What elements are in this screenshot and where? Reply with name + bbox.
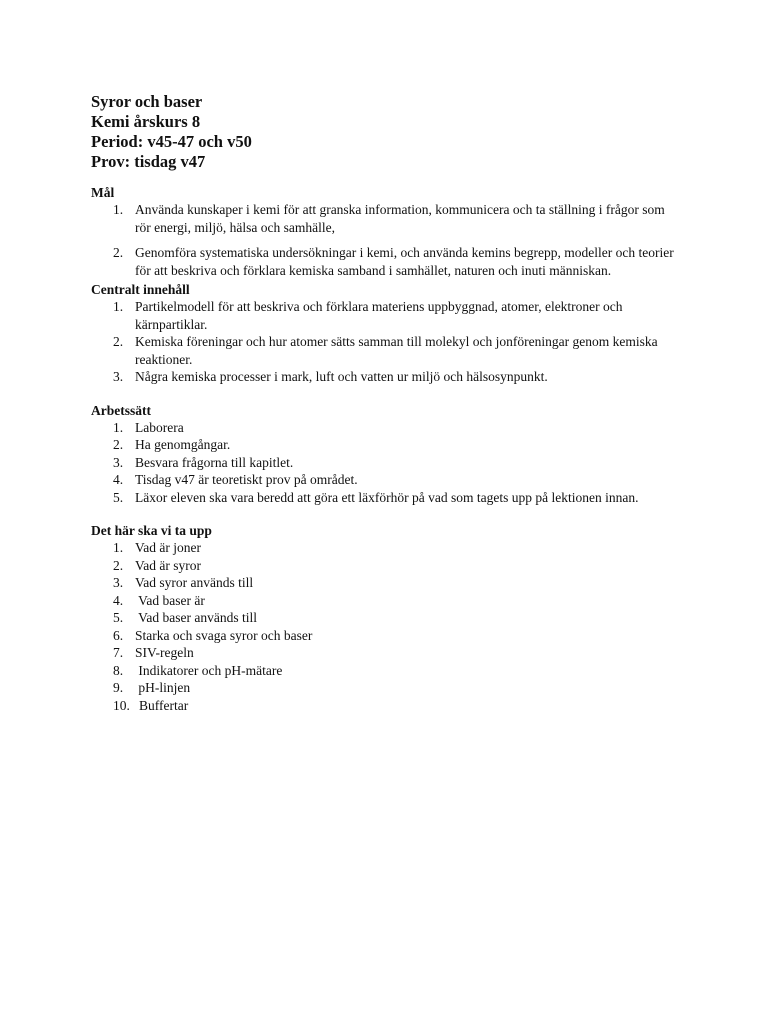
list-item — [91, 436, 681, 454]
list-item — [91, 662, 681, 680]
list-number: 2. — [113, 245, 124, 260]
list-item — [91, 333, 681, 368]
list-item — [91, 679, 681, 697]
list-number: 3. — [113, 454, 124, 470]
list-text: Starka och svaga syror och baser — [135, 627, 313, 643]
list-item — [91, 471, 681, 489]
document-page — [91, 92, 681, 714]
list-number: 3. — [113, 575, 124, 590]
document-title — [91, 92, 681, 172]
list-number: 4. — [113, 472, 124, 487]
list-text: Kemiska föreningar och hur atomer sätts samman till molekyl och jonföreningar genom kemiska reaktioner. — [135, 334, 658, 367]
section-heading-det-har: Det här ska vi ta upp — [91, 523, 212, 538]
list-item — [91, 201, 681, 236]
list-text: Läxor eleven ska vara beredd att göra ett läxförhör på vad som tagets upp på lektionen innan. — [135, 489, 639, 505]
list-item — [91, 368, 681, 386]
list-text: Partikelmodell för att beskriva och förklara materiens uppbyggnad, atomer, elektroner och kärnpartiklar. — [135, 299, 623, 332]
list-text: Laborera — [135, 419, 184, 435]
list-text: Buffertar — [139, 697, 189, 713]
list-text: Vad syror används till — [135, 575, 254, 590]
section-heading-centralt: Centralt innehåll — [91, 282, 190, 297]
title-line-1: Syror och baser — [91, 92, 203, 111]
section-heading-mal: Mål — [91, 185, 115, 200]
list-number: 6. — [113, 627, 124, 643]
list-number: 2. — [113, 557, 124, 573]
list-item — [91, 419, 681, 437]
list-centralt — [91, 298, 681, 386]
list-mal — [91, 201, 681, 279]
list-item — [91, 489, 681, 507]
list-number: 1. — [113, 299, 124, 314]
list-number: 1. — [113, 540, 124, 555]
title-line-2: Kemi årskurs 8 — [91, 112, 201, 131]
list-number: 3. — [113, 369, 124, 384]
list-text: Besvara frågorna till kapitlet. — [135, 454, 294, 470]
list-text: Vad baser är — [135, 592, 205, 608]
list-text: pH-linjen — [135, 680, 191, 695]
list-text: SIV-regeln — [135, 645, 194, 660]
list-item — [91, 609, 681, 627]
list-item — [91, 539, 681, 557]
list-number: 2. — [113, 437, 124, 452]
list-number: 7. — [113, 645, 124, 660]
list-item — [91, 574, 681, 592]
list-number: 2. — [113, 334, 124, 349]
list-item — [91, 557, 681, 575]
list-text: Indikatorer och pH-mätare — [135, 662, 283, 678]
list-text: Använda kunskaper i kemi för att granska information, kommunicera och ta ställning i frågor som rör energi, miljö, hälsa och samhälle, — [135, 202, 665, 235]
list-text: Ha genomgångar. — [135, 437, 231, 452]
list-number: 1. — [113, 419, 124, 435]
list-number: 1. — [113, 202, 124, 217]
title-line-3: Period: v45-47 och v50 — [91, 132, 252, 151]
list-item — [91, 454, 681, 472]
list-text: Vad är syror — [135, 557, 201, 573]
list-item — [91, 298, 681, 333]
list-number: 9. — [113, 680, 124, 695]
list-number: 4. — [113, 592, 124, 608]
list-item — [91, 627, 681, 645]
section-heading-arbetssatt: Arbetssätt — [91, 402, 151, 418]
list-item — [91, 244, 681, 279]
list-arbetssatt — [91, 419, 681, 507]
list-item — [91, 697, 681, 715]
list-text: Vad är joner — [135, 540, 201, 555]
list-number: 5. — [113, 489, 124, 505]
title-line-4: Prov: tisdag v47 — [91, 152, 206, 171]
list-det-har — [91, 539, 681, 714]
list-number: 8. — [113, 662, 124, 678]
list-item — [91, 644, 681, 662]
list-text: Vad baser används till — [135, 610, 257, 625]
list-number: 10. — [113, 697, 130, 713]
list-item — [91, 592, 681, 610]
list-text: Genomföra systematiska undersökningar i kemi, och använda kemins begrepp, modeller och teorier för att beskriva och förklara kemiska samband i samhället, naturen och inuti människan. — [135, 245, 674, 278]
list-text: Tisdag v47 är teoretiskt prov på området. — [135, 472, 358, 487]
list-text: Några kemiska processer i mark, luft och vatten ur miljö och hälsosynpunkt. — [135, 369, 548, 384]
list-number: 5. — [113, 610, 124, 625]
